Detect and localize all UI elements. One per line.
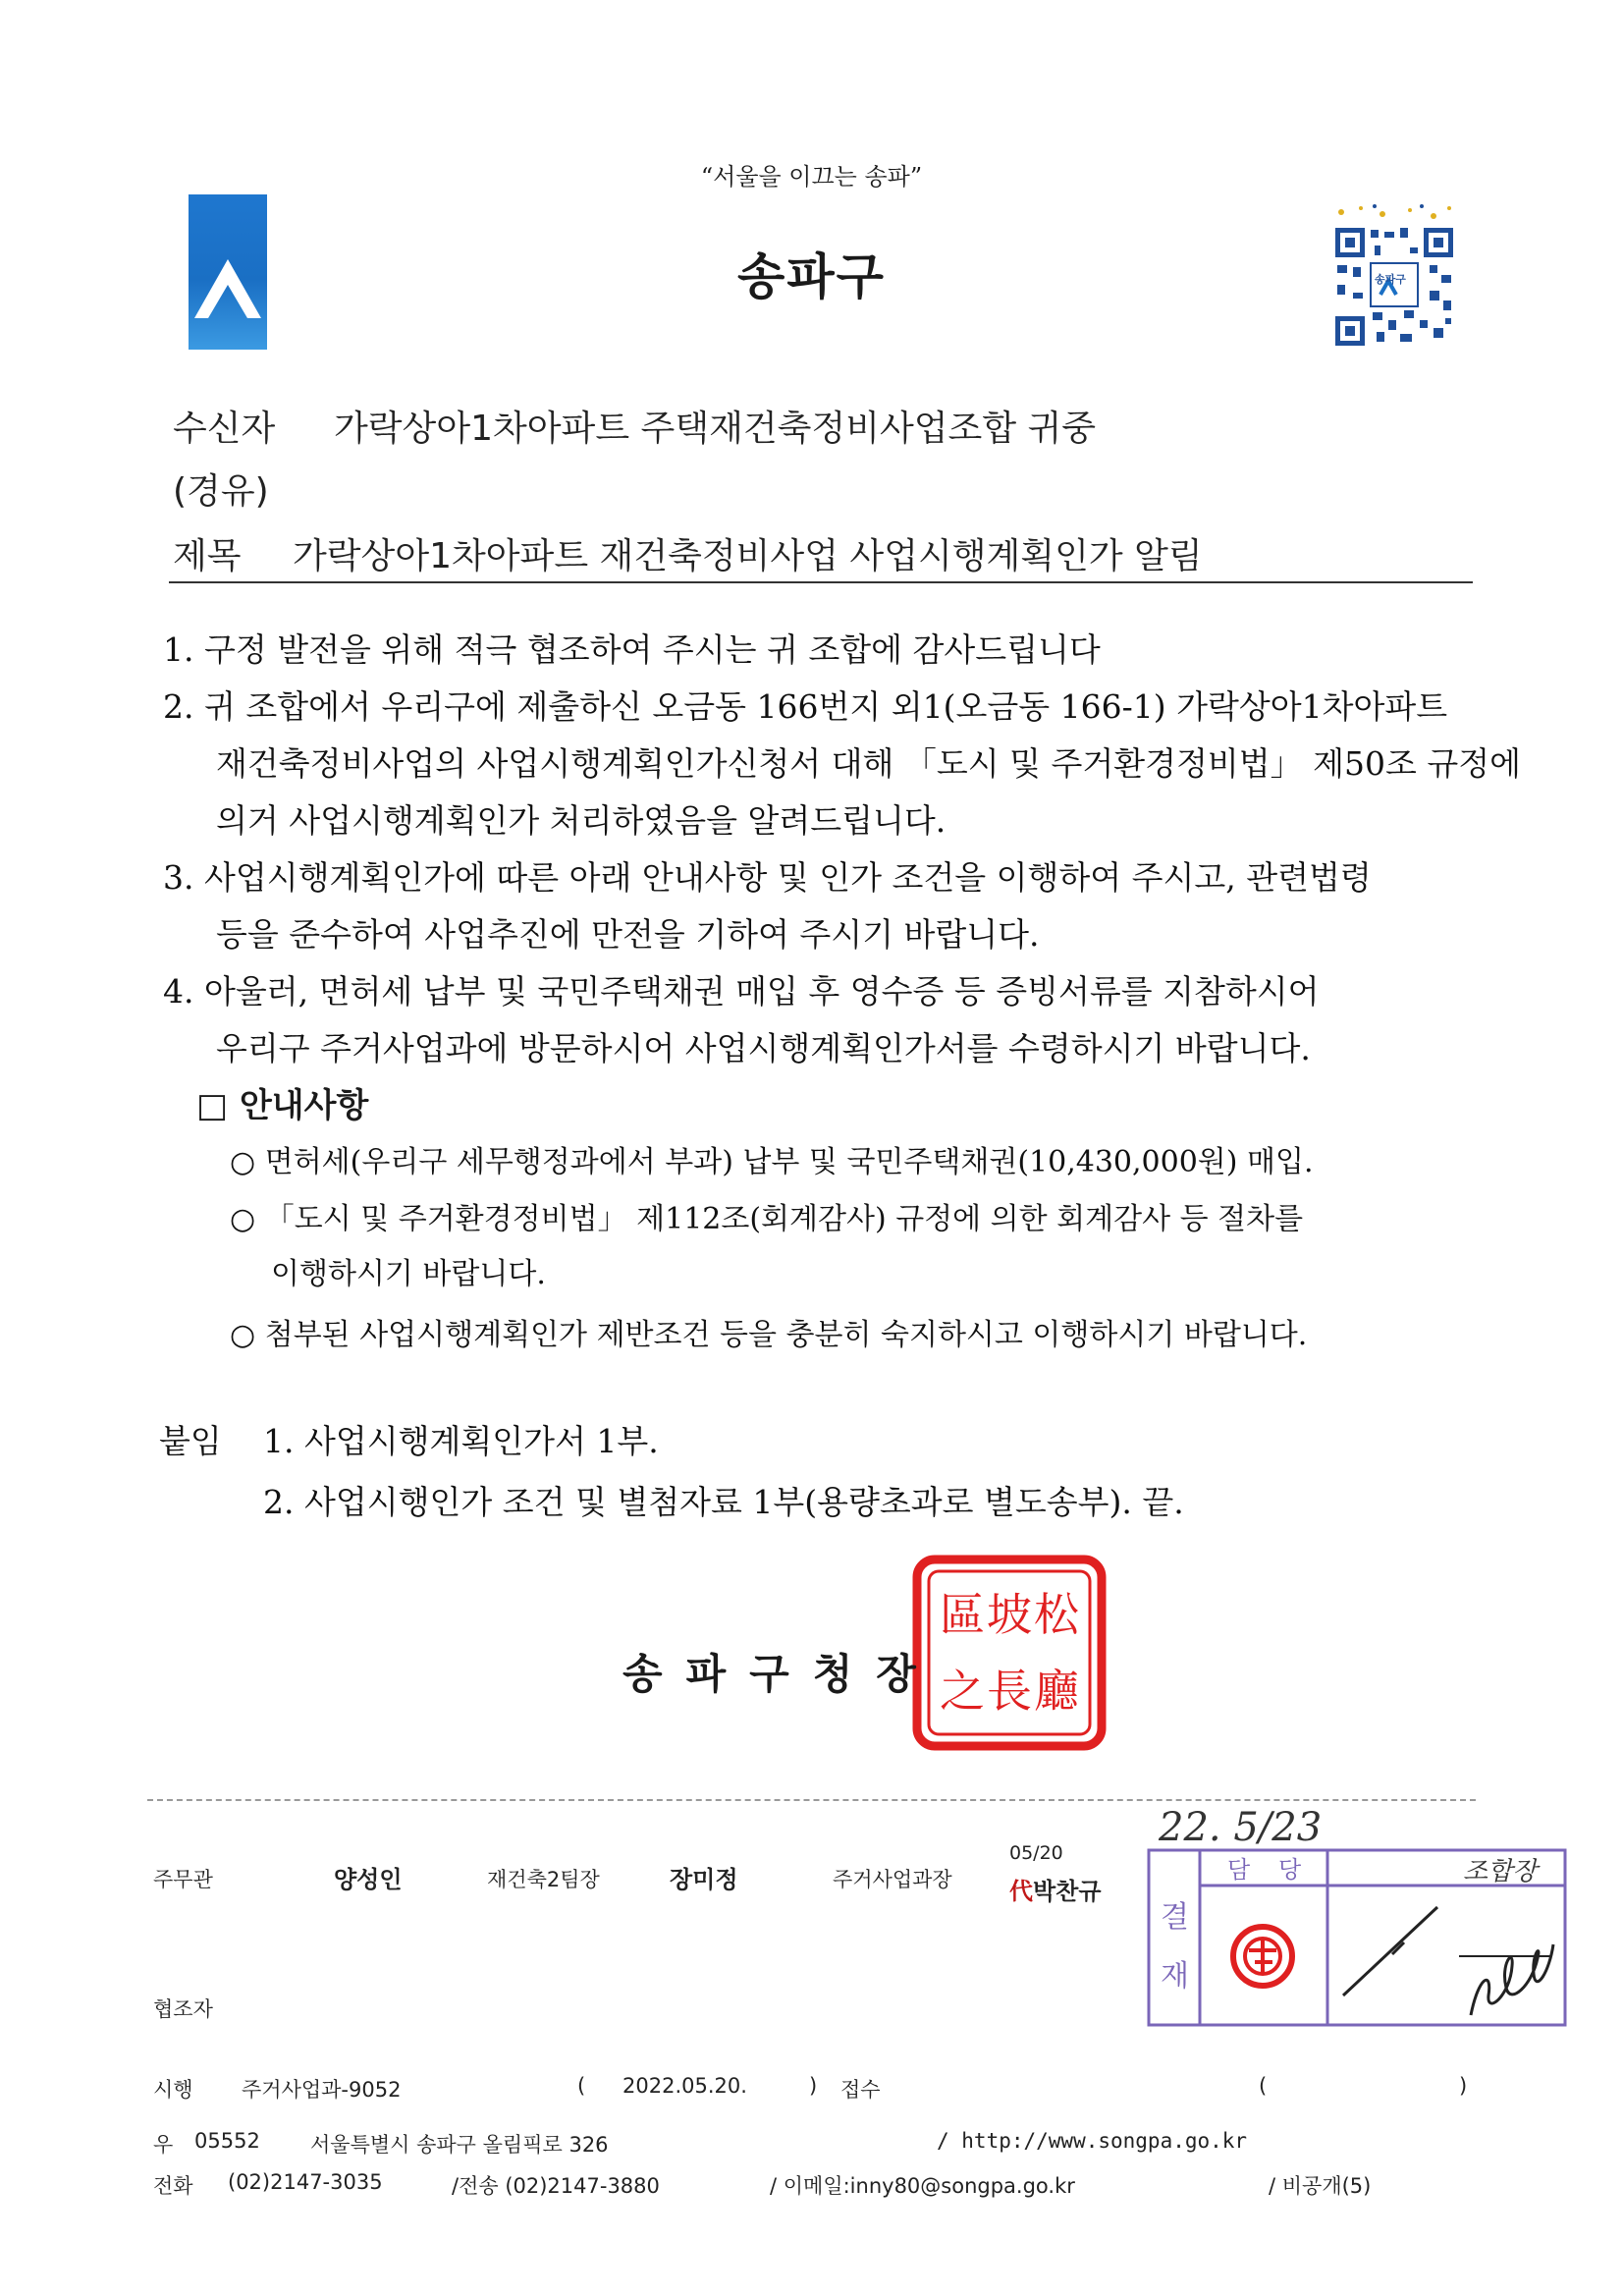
stamp-cell-dam: 담 bbox=[1227, 1856, 1251, 1884]
approver-name-3: 박찬규 bbox=[1033, 1878, 1102, 1905]
body-paragraph-4-line-1: 4. 아울러, 면허세 납부 및 국민주택채권 매입 후 영수증 등 증빙서류를 지참하시어 bbox=[163, 972, 1320, 1011]
subject-label: 제목 bbox=[173, 536, 242, 576]
seal-char-3: 區 bbox=[940, 1588, 985, 1641]
header-divider bbox=[169, 581, 1473, 583]
songpa-logo bbox=[189, 194, 267, 350]
date-open-paren: ( bbox=[577, 2074, 586, 2098]
postal-code: 05552 bbox=[194, 2129, 260, 2153]
homepage-link[interactable]: / http://www.songpa.go.kr bbox=[937, 2129, 1248, 2153]
body-paragraph-2-line-3: 의거 사업시행계획인가 처리하였음을 알려드립니다. bbox=[216, 801, 947, 840]
enforcement-label: 시행 bbox=[153, 2078, 193, 2102]
stamp-label-1: 결 bbox=[1161, 1900, 1189, 1935]
recipient-value: 가락상아1차아파트 주택재건축정비사업조합 귀중 bbox=[334, 409, 1097, 449]
seal-char-2: 坡 bbox=[987, 1588, 1032, 1641]
notice-item-3: ○ 첨부된 사업시행계획인가 제반조건 등을 충분히 숙지하시고 이행하시기 바랍니다. bbox=[230, 1318, 1308, 1352]
fax-number: /전송 (02)2147-3880 bbox=[452, 2174, 660, 2198]
approver-role-1: 주무관 bbox=[153, 1868, 213, 1891]
attachment-item-1: 1. 사업시행계획인가서 1부. bbox=[263, 1422, 659, 1460]
receipt-label: 접수 bbox=[840, 2078, 881, 2102]
receipt-close-paren: ) bbox=[1459, 2074, 1468, 2098]
subject-value: 가락상아1차아파트 재건축정비사업 사업시행계획인가 알림 bbox=[293, 536, 1203, 576]
body-paragraph-4-line-2: 우리구 주거사업과에 방문하시어 사업시행계획인가서를 수령하시기 바랍니다. bbox=[216, 1029, 1311, 1067]
attachment-label: 붙임 bbox=[159, 1422, 222, 1460]
approval-stamp-box bbox=[1147, 1848, 1567, 2027]
email-address[interactable]: / 이메일:inny80@songpa.go.kr bbox=[770, 2174, 1075, 2198]
notice-title: □ 안내사항 bbox=[196, 1086, 369, 1125]
footer-divider bbox=[147, 1799, 1476, 1801]
phone-label: 전화 bbox=[153, 2174, 193, 2198]
handwritten-date: 22. 5/23 bbox=[1159, 1805, 1323, 1850]
stamp-cell-dang: 당 bbox=[1278, 1856, 1302, 1884]
notice-item-2-line-2: 이행하시기 바랍니다. bbox=[271, 1257, 546, 1291]
approver-role-3: 주거사업과장 bbox=[833, 1868, 952, 1891]
notice-item-1: ○ 면허세(우리구 세무행정과에서 부과) 납부 및 국민주택채권(10,430,000원) 매입. bbox=[230, 1145, 1314, 1179]
slogan: “서울을 이끄는 송파” bbox=[700, 163, 923, 191]
body-paragraph-3-line-2: 등을 준수하여 사업추진에 만전을 기하여 주시기 바랍니다. bbox=[216, 915, 1040, 954]
body-paragraph-3-line-1: 3. 사업시행계획인가에 따른 아래 안내사항 및 인가 조건을 이행하여 주시고, 관련법령 bbox=[163, 858, 1372, 897]
attachment-item-2: 2. 사업시행인가 조건 및 별첨자료 1부(용량초과로 별도송부). 끝. bbox=[263, 1483, 1184, 1521]
cooperator-label: 협조자 bbox=[153, 1997, 213, 2021]
via-label: (경유) bbox=[173, 471, 269, 512]
body-paragraph-2-line-1: 2. 귀 조합에서 우리구에 제출하신 오금동 166번지 외1(오금동 166-1) 가락상아1차아파트 bbox=[163, 687, 1448, 726]
stamp-label-2: 재 bbox=[1161, 1959, 1189, 1994]
qr-caption: 송파구 bbox=[1375, 273, 1406, 286]
disclosure-status: / 비공개(5) bbox=[1269, 2174, 1372, 2198]
organization-title: 송파구 bbox=[737, 248, 886, 305]
recipient-label: 수신자 bbox=[173, 409, 276, 449]
issuer-signature-line: 송파구청장 bbox=[622, 1650, 940, 1698]
proxy-mark: 代 bbox=[1009, 1878, 1033, 1905]
approver-date-3: 05/20 bbox=[1009, 1842, 1063, 1864]
approver-role-2: 재건축2팀장 bbox=[487, 1868, 600, 1891]
seal-char-4: 廳 bbox=[1034, 1665, 1079, 1718]
postal-label: 우 bbox=[153, 2133, 174, 2157]
seal-char-1: 松 bbox=[1034, 1588, 1079, 1641]
body-paragraph-2-line-2: 재건축정비사업의 사업시행계획인가신청서 대해 「도시 및 주거환경정비법」 제50조 규정에 bbox=[216, 744, 1522, 783]
document-number: 주거사업과-9052 bbox=[242, 2078, 402, 2102]
approver-name-2: 장미정 bbox=[670, 1866, 738, 1893]
phone-number: (02)2147-3035 bbox=[228, 2170, 383, 2194]
seal-char-5: 長 bbox=[987, 1665, 1032, 1718]
approver-name-1: 양성인 bbox=[334, 1866, 403, 1893]
enforcement-date: 2022.05.20. bbox=[622, 2074, 747, 2098]
address: 서울특별시 송파구 올림픽로 326 bbox=[310, 2133, 609, 2157]
receipt-open-paren: ( bbox=[1259, 2074, 1268, 2098]
body-paragraph-1: 1. 구정 발전을 위해 적극 협조하여 주시는 귀 조합에 감사드립니다 bbox=[163, 630, 1101, 669]
notice-item-2-line-1: ○ 「도시 및 주거환경정비법」 제112조(회계감사) 규정에 의한 회계감사 등 절차를 bbox=[230, 1202, 1304, 1236]
stamp-cell-chief: 조합장 bbox=[1463, 1857, 1538, 1886]
seal-char-6: 之 bbox=[940, 1665, 985, 1718]
date-close-paren: ) bbox=[809, 2074, 818, 2098]
